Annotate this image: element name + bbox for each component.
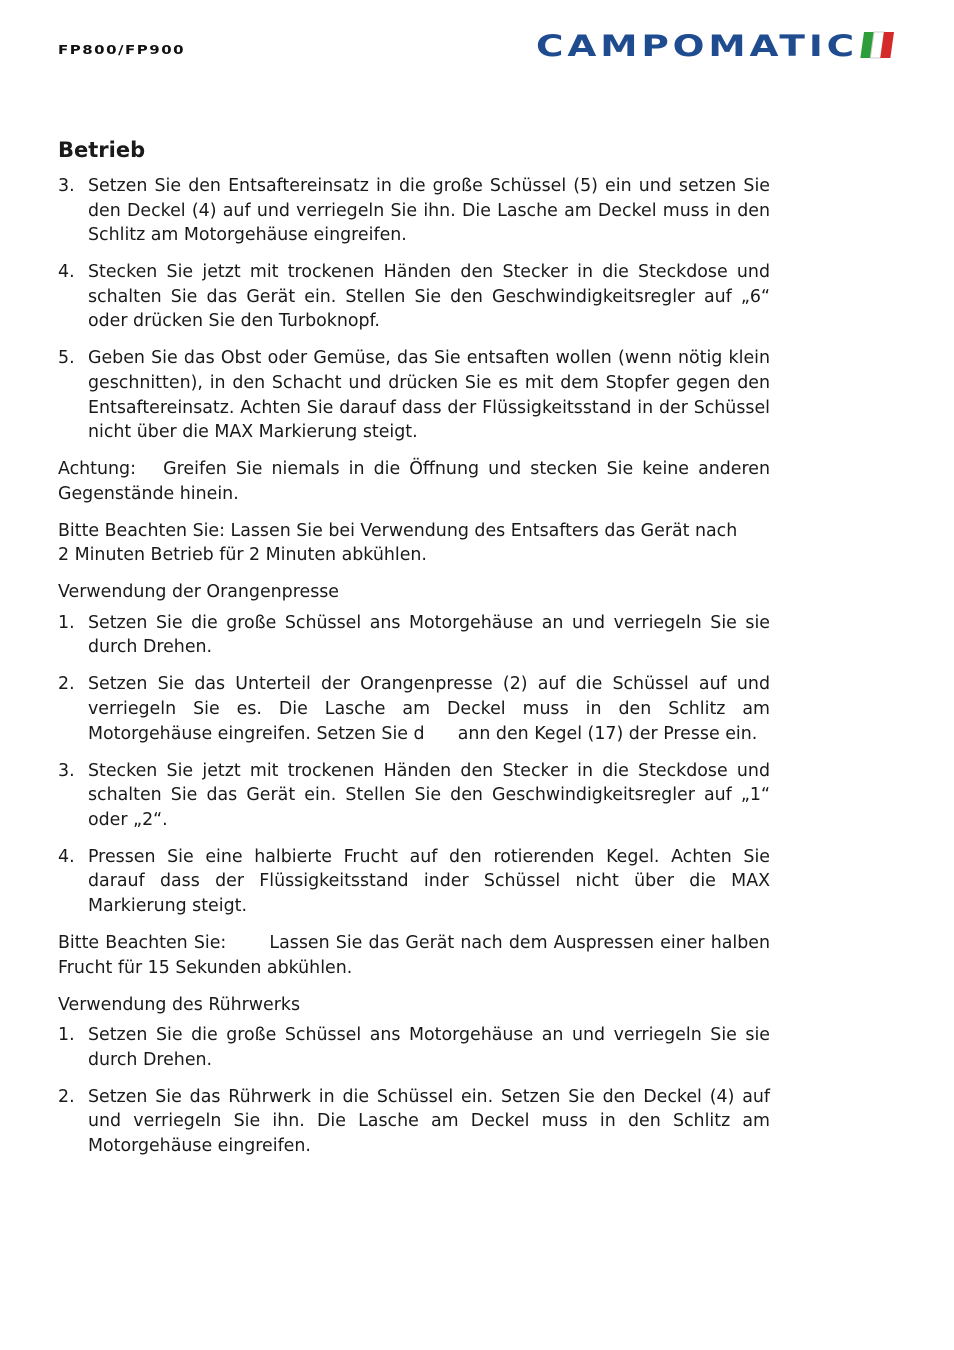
- note-line: Bitte Beachten Sie: Lassen Sie bei Verwendung des Entsafters das Gerät nach: [58, 520, 738, 541]
- list-number: 4.: [58, 262, 75, 283]
- brand-wordmark: CAMPOMATIC: [536, 29, 858, 62]
- list-text: Setzen Sie das Rührwerk in die Schüssel ein. Setzen Sie den Deckel (4) auf und verriegeln Sie ihn. Die Lasche am Deckel muss in den Schlitz am Motorgehäuse eingreifen.: [88, 1086, 770, 1156]
- list-number: 2.: [58, 674, 75, 695]
- list-text: Setzen Sie das Unterteil der Orangenpresse (2) auf die Schüssel auf und verriegeln Sie es. Die Lasche am Deckel muss in den Schlitz am Motorgehäuse eingreifen. Setzen Sie d ann den Kegel (17) der Presse ein.: [88, 674, 776, 744]
- list-number: 3.: [58, 176, 75, 196]
- list-text: Setzen Sie den Entsaftereinsatz in die große Schüssel (5) ein und setzen Sie den Deckel (4) auf und verriegeln Sie ihn. Die Lasche am Deckel muss in den Schlitz am Motorgehäuse eingreifen.: [88, 176, 770, 246]
- cooling-note-juicer: [58, 519, 770, 568]
- list-number: 1.: [58, 612, 75, 633]
- list-text: Stecken Sie jetzt mit trockenen Händen den Stecker in die Steckdose und schalten Sie das Gerät ein. Stellen Sie den Geschwindigkeitsregler auf „1“ oder „2“.: [88, 760, 770, 830]
- betrieb-list: [58, 174, 770, 445]
- orange-press-title: Verwendung der Orangenpresse: [58, 582, 340, 603]
- campomatic-logo: [536, 28, 898, 62]
- orange-press-list: [58, 611, 776, 919]
- list-item: [58, 1085, 770, 1159]
- list-item: [58, 845, 770, 919]
- list-text: Setzen Sie die große Schüssel ans Motorgehäuse an und verriegeln Sie sie durch Drehen.: [88, 1025, 770, 1070]
- list-text: Setzen Sie die große Schüssel ans Motorgehäuse an und verriegeln Sie sie durch Drehen.: [88, 612, 770, 658]
- list-number: 1.: [58, 1025, 75, 1046]
- list-item: [58, 759, 770, 833]
- list-item: [58, 174, 770, 248]
- list-number: 5.: [58, 348, 75, 369]
- warning-note: Achtung: Greifen Sie niemals in die Öffnung und stecken Sie keine anderen Gegenstände hinein.: [58, 459, 776, 504]
- list-text: Geben Sie das Obst oder Gemüse, das Sie entsaften wollen (wenn nötig klein geschnitten), in den Schacht und drücken Sie es mit dem Stopfer gegen den Entsaftereinsatz. Achten Sie darauf dass der Flüssigkeitsstand in der Schüssel nicht über die MAX Markierung steigt.: [88, 348, 770, 443]
- note-line: 2 Minuten Betrieb für 2 Minuten abkühlen.: [58, 545, 427, 566]
- list-item: [58, 1023, 770, 1072]
- cooling-note-press: Bitte Beachten Sie: Lassen Sie das Gerät nach dem Auspressen einer halben Frucht für 15 Sekunden abkühlen.: [58, 932, 776, 978]
- list-text: Stecken Sie jetzt mit trockenen Händen den Stecker in die Steckdose und schalten Sie das Gerät ein. Stellen Sie den Geschwindigkeitsregler auf „6“ oder drücken Sie den Turboknopf.: [88, 262, 770, 332]
- mixer-list: [58, 1023, 770, 1158]
- list-text: Pressen Sie eine halbierte Frucht auf den rotierenden Kegel. Achten Sie darauf dass der Flüssigkeitsstand inder Schüssel nicht über die MAX Markierung steigt.: [88, 846, 770, 916]
- list-number: 4.: [58, 846, 75, 867]
- list-item: [58, 346, 770, 444]
- list-number: 2.: [58, 1086, 75, 1107]
- list-item: [58, 672, 776, 746]
- mixer-title: Verwendung des Rührwerks: [58, 994, 301, 1015]
- list-item: [58, 611, 770, 660]
- section-title: Betrieb: [58, 138, 146, 162]
- list-item: [58, 260, 770, 334]
- document-body: [58, 136, 776, 1171]
- italian-flag-icon: [860, 32, 894, 58]
- list-number: 3.: [58, 760, 75, 781]
- model-number: FP800/FP900: [58, 42, 186, 58]
